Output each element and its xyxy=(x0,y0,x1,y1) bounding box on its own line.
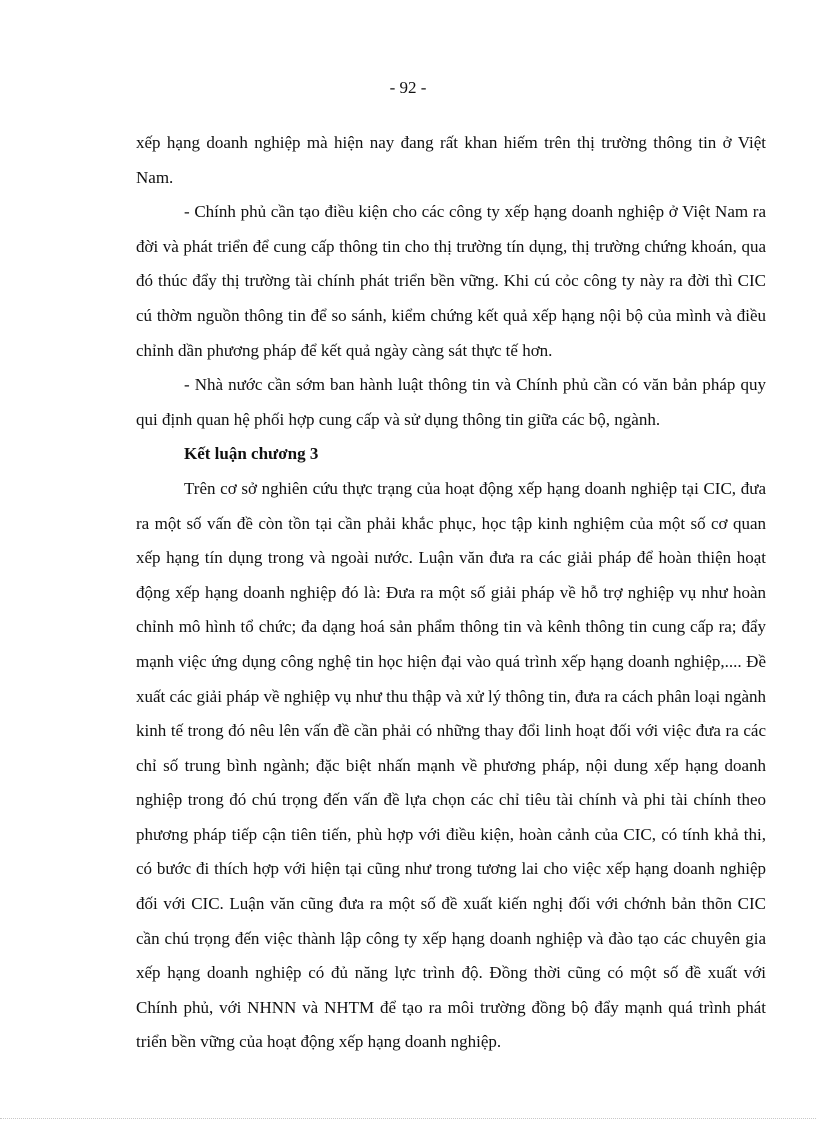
paragraph-conclusion: Trên cơ sở nghiên cứu thực trạng của hoạt động xếp hạng doanh nghiệp tại CIC, đưa ra một số vấn đề còn tồn tại cần phải khắc phục, học tập kinh nghiệm của một số cơ quan xếp hạng tín dụng trong và ngoài nước. Luận văn đưa ra các giải pháp để hoàn thiện hoạt động xếp hạng doanh nghiệp đó là: Đưa ra một số giải pháp về hỗ trợ nghiệp vụ như hoàn chỉnh mô hình tổ chức; đa dạng hoá sản phẩm thông tin và kênh thông tin cung cấp ra; đẩy mạnh việc ứng dụng công nghệ tin học hiện đại vào quá trình xếp hạng doanh nghiệp,.... Đề xuất các giải pháp về nghiệp vụ như thu thập và xử lý thông tin, đưa ra cách phân loại ngành kinh tế trong đó nêu lên vấn đề cần phải có những thay đổi linh hoạt đối với việc đưa ra các chỉ số trung bình ngành; đặc biệt nhấn mạnh về phương pháp, nội dung xếp hạng doanh nghiệp trong đó chú trọng đến vấn đề lựa chọn các chỉ tiêu tài chính và phi tài chính theo phương pháp tiếp cận tiên tiến, phù hợp với điều kiện, hoàn cảnh của CIC, có tính khả thi, có bước đi thích hợp với hiện tại cũng như trong tương lai cho việc xếp hạng doanh nghiệp đối với CIC. Luận văn cũng đưa ra một số đề xuất kiến nghị đối với chớnh bản thõn CIC cần chú trọng đến việc thành lập công ty xếp hạng doanh nghiệp và đào tạo các chuyên gia xếp hạng doanh nghiệp có đủ năng lực trình độ. Đồng thời cũng có một số đề xuất với Chính phủ, với NHNN và NHTM để tạo ra môi trường đồng bộ đẩy mạnh quá trình phát triển bền vững của hoạt động xếp hạng doanh nghiệp. xyxy=(136,478,766,1052)
paragraph-continuation: xếp hạng doanh nghiệp mà hiện nay đang rất khan hiếm trên thị trường thông tin ở Việt Nam. xyxy=(136,133,766,187)
chapter-conclusion-heading: Kết luận chương 3 xyxy=(184,444,319,464)
paragraph-government-rating: - Chính phủ cần tạo điều kiện cho các công ty xếp hạng doanh nghiệp ở Việt Nam ra đời và phát triển để cung cấp thông tin cho thị trường tín dụng, thị trường chứng khoán, qua đó thúc đẩy thị trường tài chính phát triển bền vững. Khi cú cỏc công ty này ra đời thì CIC cú thờm nguồn thông tin để so sánh, kiểm chứng kết quả xếp hạng nội bộ của mình và điều chỉnh dần phương pháp để kết quả ngày càng sát thực tế hơn. xyxy=(136,202,766,360)
body-text xyxy=(136,126,766,1060)
paragraph-information-law: - Nhà nước cần sớm ban hành luật thông tin và Chính phủ cần có văn bản pháp quy qui định quan hệ phối hợp cung cấp và sử dụng thông tin giữa các bộ, ngành. xyxy=(136,375,766,429)
page-number: - 92 - xyxy=(389,78,427,97)
page-bottom-border xyxy=(0,1118,816,1119)
